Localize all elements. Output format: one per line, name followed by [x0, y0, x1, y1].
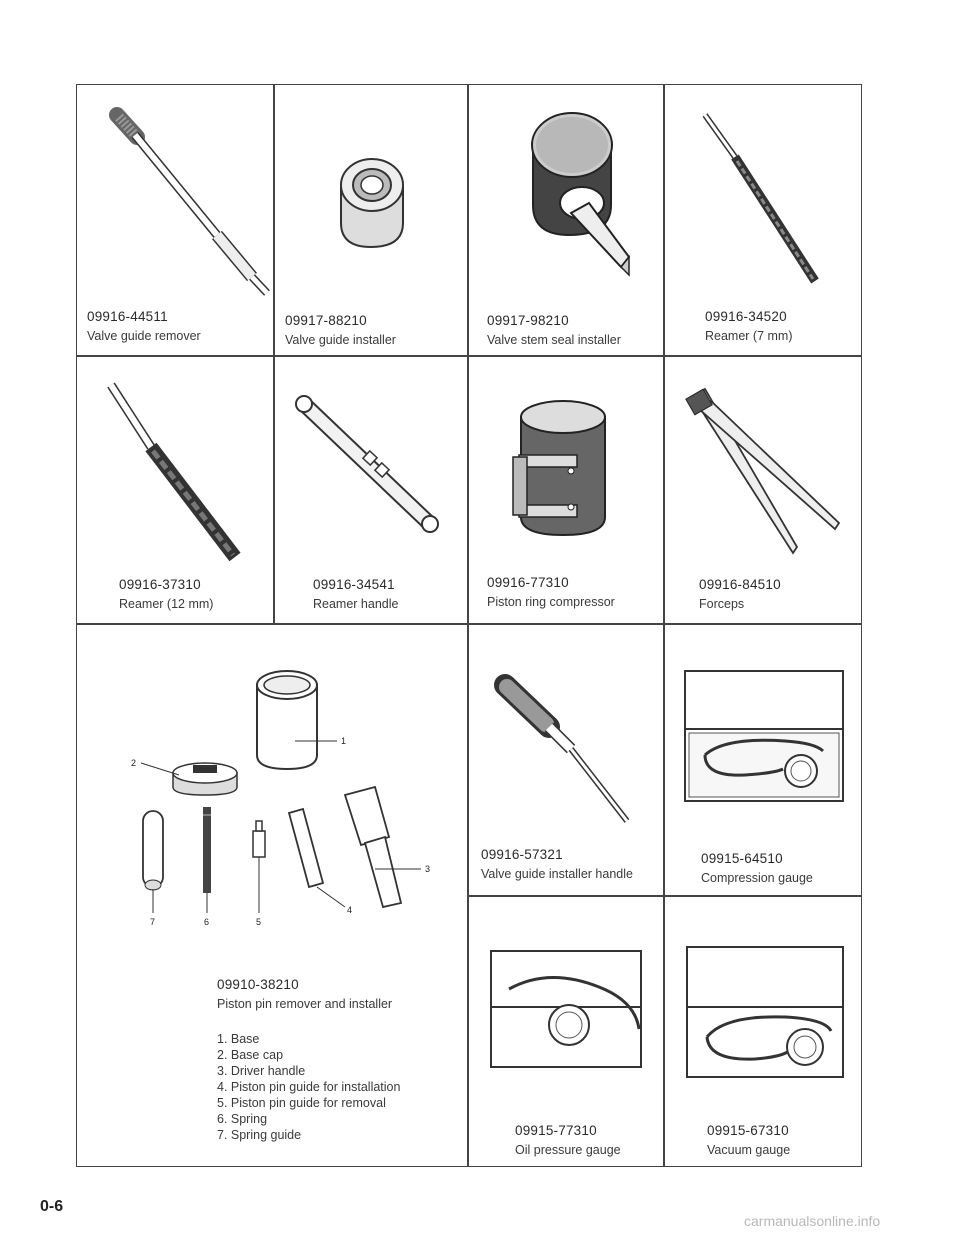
component-item: 3. Driver handle — [217, 1064, 306, 1078]
part-number: 09917-98210 — [487, 313, 569, 328]
part-number: 09916-44511 — [87, 309, 168, 324]
part-number: 09916-77310 — [487, 575, 569, 590]
tool-cell-oil-pressure-gauge — [468, 896, 664, 1167]
tool-name: Reamer (7 mm) — [705, 329, 793, 343]
tool-cell-piston-pin-remover — [76, 624, 468, 1167]
tool-name: Vacuum gauge — [707, 1143, 791, 1157]
part-number: 09916-34541 — [313, 577, 395, 592]
tool-cell-reamer-12mm — [76, 356, 274, 624]
component-item: 2. Base cap — [217, 1048, 284, 1062]
tool-name: Compression gauge — [701, 871, 813, 885]
component-item: 4. Piston pin guide for installation — [217, 1080, 401, 1094]
tool-name: Piston ring compressor — [487, 595, 615, 609]
part-number: 09916-57321 — [481, 847, 563, 862]
tool-cell-piston-ring-compressor — [468, 356, 664, 624]
component-item: 7. Spring guide — [217, 1128, 302, 1142]
tool-name: Forceps — [699, 597, 745, 611]
tool-cell-valve-stem-seal-installer — [468, 84, 664, 356]
tool-cell-reamer-7mm — [664, 84, 862, 356]
component-item: 5. Piston pin guide for removal — [217, 1096, 386, 1110]
component-item: 6. Spring — [217, 1112, 268, 1126]
tool-cell-reamer-handle — [274, 356, 468, 624]
part-number: 09916-37310 — [119, 577, 201, 592]
callout-2: 2 — [131, 758, 137, 768]
part-number: 09917-88210 — [285, 313, 367, 328]
tool-name: Valve stem seal installer — [487, 333, 621, 347]
tool-name: Reamer handle — [313, 597, 399, 611]
tool-cell-vacuum-gauge — [664, 896, 862, 1167]
component-list — [217, 1031, 400, 1143]
tool-name: Oil pressure gauge — [515, 1143, 621, 1157]
tool-cell-valve-guide-installer-handle — [468, 624, 664, 896]
tool-name: Piston pin remover and installer — [217, 997, 393, 1011]
callout-3: 3 — [425, 864, 431, 874]
callout-1: 1 — [341, 736, 347, 746]
callout-7: 7 — [150, 917, 156, 927]
tool-name: Valve guide installer handle — [481, 867, 633, 881]
tool-cell-valve-guide-remover — [76, 84, 274, 356]
callout-4: 4 — [347, 905, 353, 915]
piston-pin-kit-illustration — [77, 625, 469, 945]
tool-name: Valve guide remover — [87, 329, 201, 343]
tool-cell-valve-guide-installer — [274, 84, 468, 356]
tool-cell-compression-gauge — [664, 624, 862, 896]
part-number: 09916-34520 — [705, 309, 787, 324]
part-number: 09915-77310 — [515, 1123, 597, 1138]
tool-name: Reamer (12 mm) — [119, 597, 214, 611]
tool-name: Valve guide installer — [285, 333, 396, 347]
callout-5: 5 — [256, 917, 262, 927]
callout-6: 6 — [204, 917, 210, 927]
page-number: 0-6 — [40, 1198, 64, 1215]
component-item: 1. Base — [217, 1032, 260, 1046]
part-number: 09915-64510 — [701, 851, 783, 866]
part-number: 09910-38210 — [217, 977, 299, 992]
tool-cell-forceps — [664, 356, 862, 624]
part-number: 09915-67310 — [707, 1123, 789, 1138]
part-number: 09916-84510 — [699, 577, 781, 592]
watermark: carmanualsonline.info — [744, 1213, 881, 1229]
